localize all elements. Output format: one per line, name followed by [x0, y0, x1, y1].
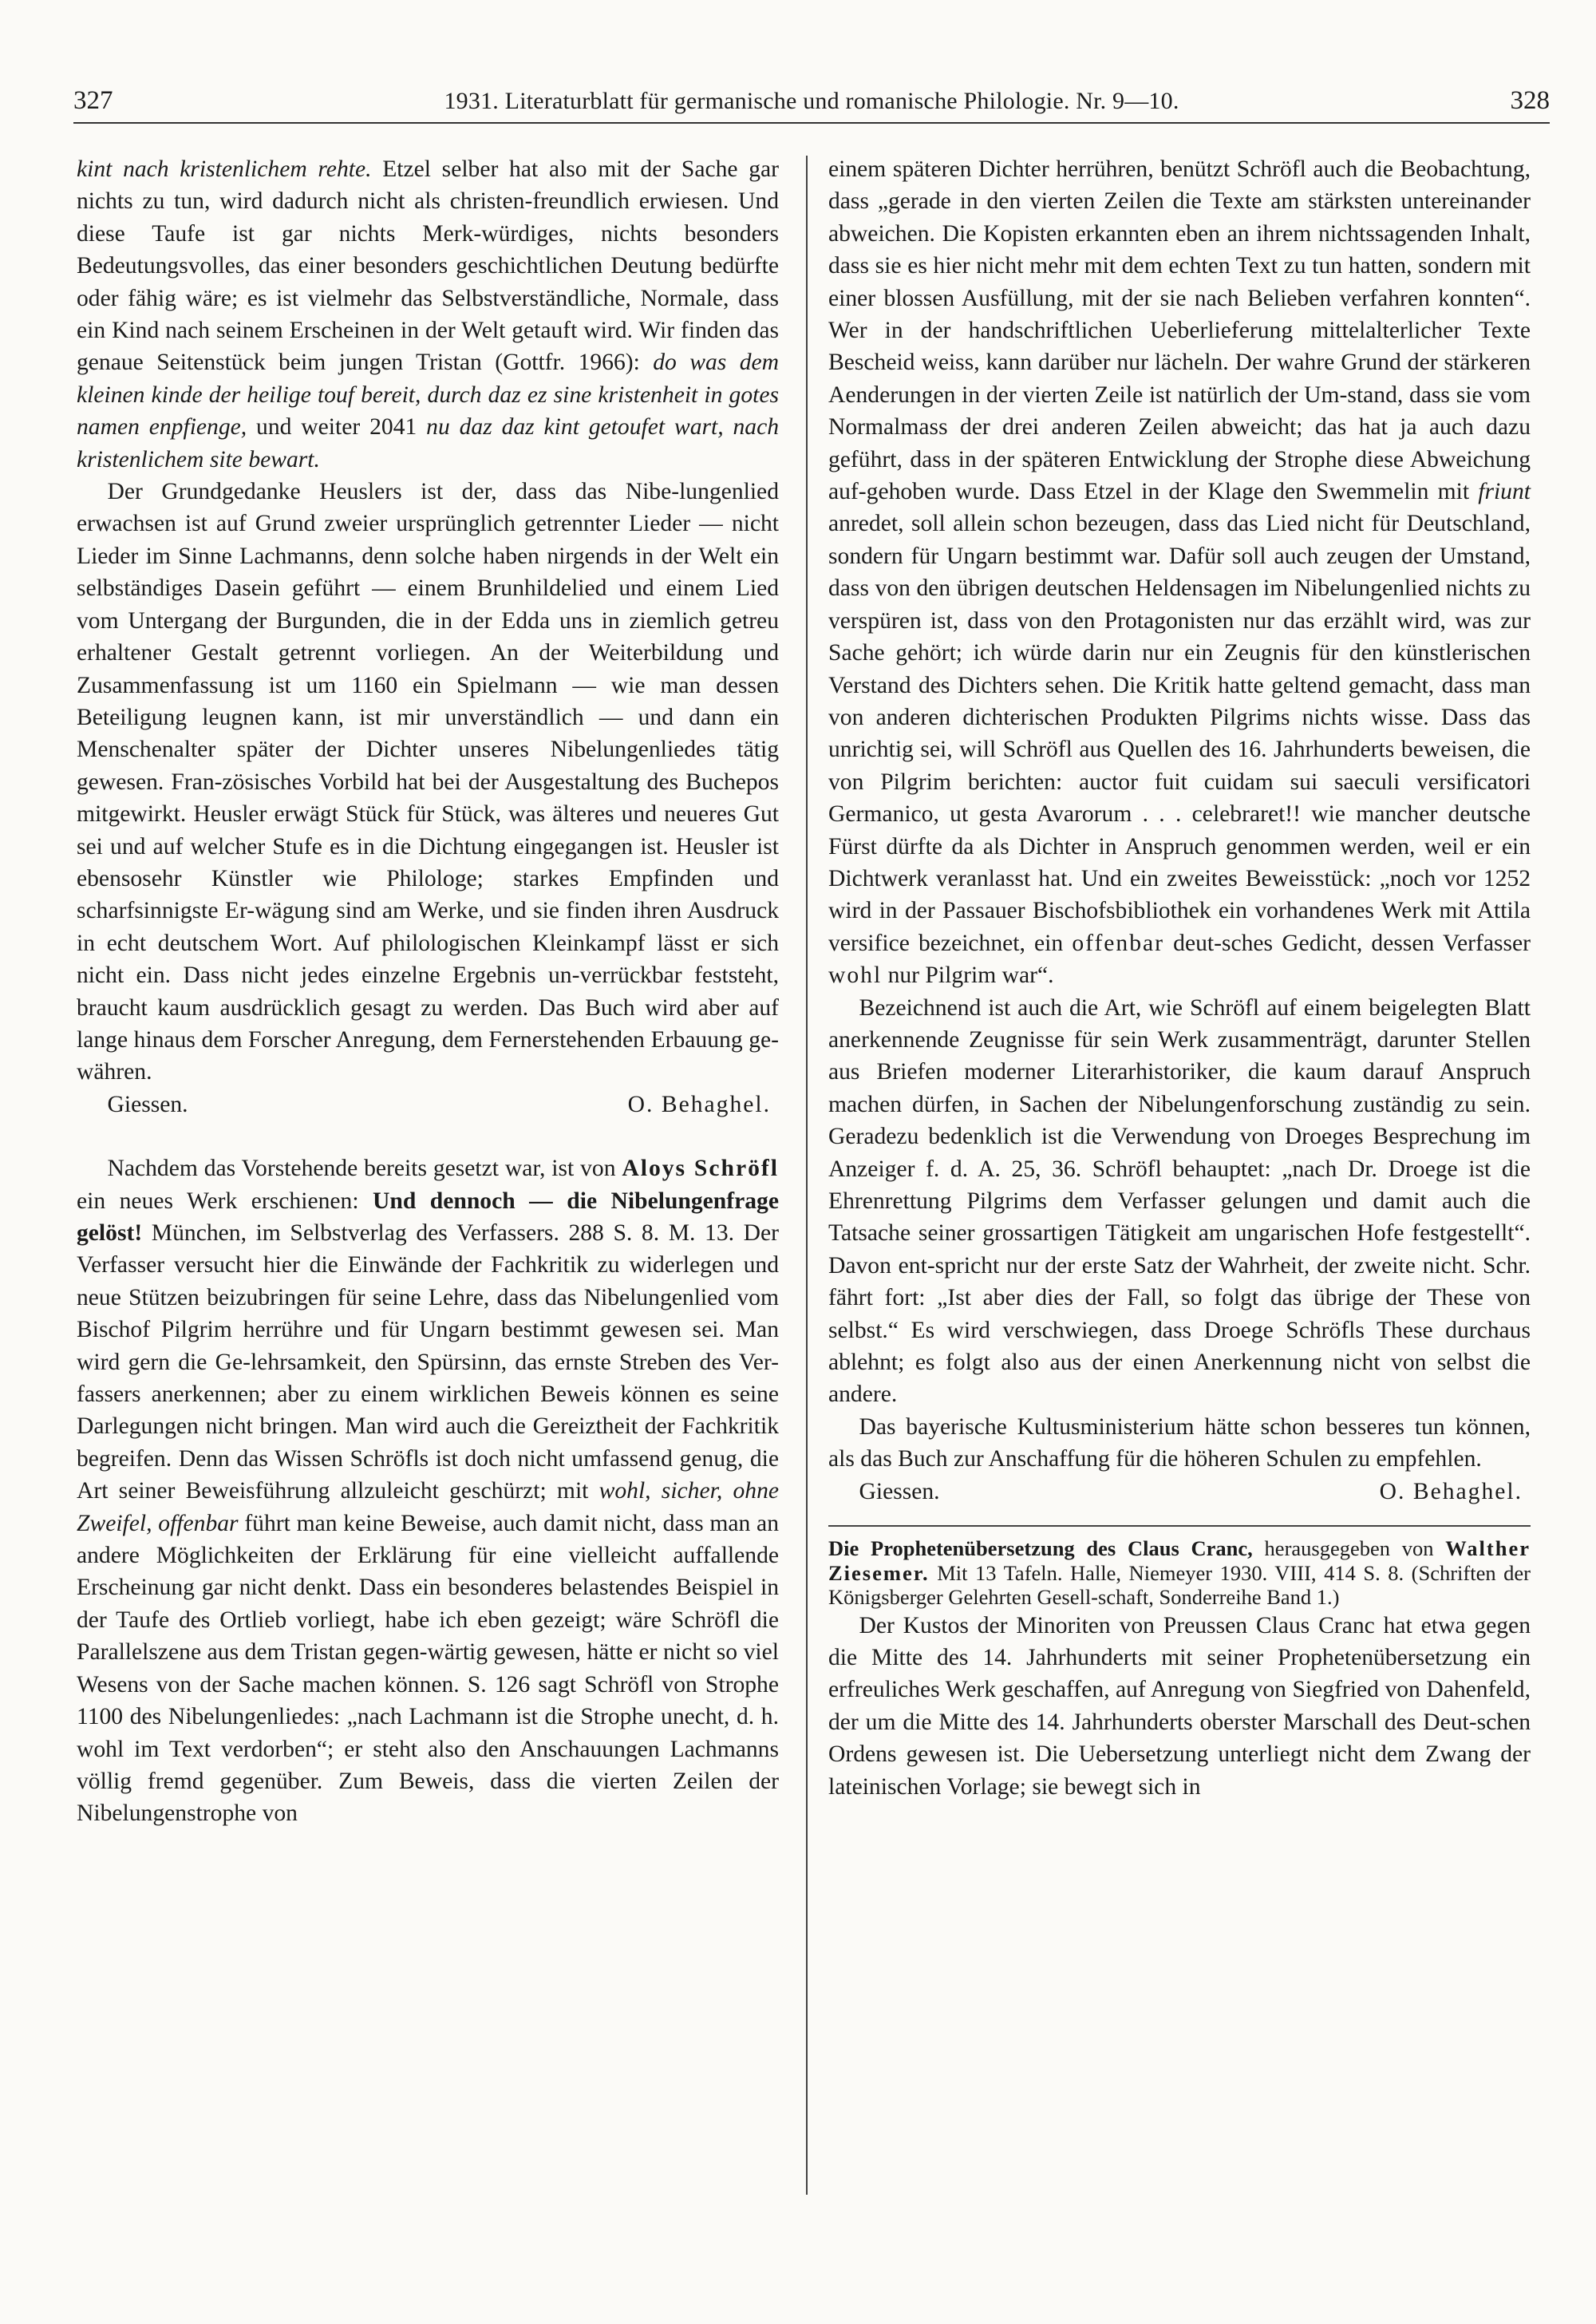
paragraph [77, 153, 779, 476]
quote-italic: friunt [1478, 479, 1531, 505]
text: Mit 13 Tafeln. Halle, Niemeyer 1930. VIII, 414 S. 8. (Schriften der Königsberger Gelehrten Gesell-schaft, Sonderreihe Band 1.) [828, 1560, 1531, 1610]
paragraph [828, 153, 1531, 992]
signature-place: Giessen. [859, 1478, 940, 1504]
quote-italic: do was dem kleinen kinde der heilige touf bereit, durch daz ez sine kristenheit in gotes namen enpfienge, [77, 350, 779, 441]
author-name: Aloys Schröfl [622, 1156, 779, 1182]
review-title: Die Prophetenübersetzung des Claus Cranc, [828, 1536, 1253, 1561]
text: herausgegeben von [1252, 1536, 1446, 1561]
header-rule [73, 122, 1550, 124]
book-title: Und dennoch — die Nibelungenfrage gelöst! [77, 1188, 779, 1246]
spaced-word: offenbar [1072, 930, 1165, 956]
page-number-right: 328 [1510, 86, 1550, 115]
running-header [73, 86, 1550, 126]
quote-italic: nu daz daz kint getoufet wart, nach kristenlichem site bewart. [77, 414, 780, 472]
quote-italic: wohl, sicher, ohne Zweifel, offenbar [77, 1478, 780, 1536]
paragraph: Bezeichnend ist auch die Art, wie Schröfl auf einem beigelegten Blatt anerkennende Zeugnisse für sein Werk zusammenträgt, darunter Stellen aus Briefen moderner Literarhistoriker, die kaum darauf Anspruch machen dürfen, in Sachen der Nibelungenforschung zuständig zu sein. Geradezu bedenklich ist die Verwendung von Droeges Besprechung im Anzeiger f. d. A. 25, 36. Schröfl behauptet: „nach Dr. Droege ist die Ehrenrettung Pilgrims dem Verfasser gelungen und damit auch die Tatsache seiner grossartigen Tätigkeit am ungarischen Hofe festgestellt“. Davon ent-spricht nur der erste Satz der Wahrheit, der zweite nicht. Schr. fährt fort: „Ist aber dies der Fall, so folgt das übrige der These von selbst.“ Es wird verschwiegen, dass Droege Schröfls These durchaus ablehnt; es folgt also aus der einen Anerkennung nicht von selbst die andere. [828, 994, 1531, 1408]
text: anredet, soll allein schon bezeugen, dass das Lied nicht für Deutschland, sondern für Ungarn bestimmt war. Dafür soll auch zeugen der Umstand, dass von den übrigen deutschen Heldensagen im Nibelungenlied nichts zu verspüren ist, dass von den Protagonisten nur das erzählt wird, was zur Sache gehört; ich würde darin nur ein Zeugnis für den künstlerischen Verstand des Dichters sehen. Die Kritik hatte geltend gemacht, dass man von anderen dichterischen Produkten Pilgrims nichts wisse. Dass das unrichtig sei, will Schröfl aus Quellen des 16. Jahrhunderts beweisen, die von Pilgrim berichten: auctor fuit cuidam sui saeculi versificatori Germanico, ut gesta Avarorum . . . celebraret!! wie mancher deutsche Fürst dürfte da als Dichter in Anspruch genommen werden, weil er ein Dichtwerk veranlasst hat. Und ein zweites Beweisstück: „noch vor 1252 wird in der Passauer Bischofsbibliothek ein vorhandenes Werk mit Attila versifice bezeichnet, ein [828, 511, 1531, 956]
signature-name: O. Behaghel. [1379, 1478, 1523, 1504]
text: Etzel selber hat also mit der Sache gar nichts zu tun, wird dadurch nicht als christen-freundlich erwiesen. Und diese Taufe ist gar nichts Merk-würdiges, nichts besonders Bedeutungsvolles, das einer besonders geschichtlichen Deutung bedürfte oder fähig wäre; es ist vielmehr das Selbstverständliche, Normale, dass ein Kind nach seinem Erscheinen in der Welt getauft wird. Wir finden das genaue Seitenstück beim jungen Tristan (Gottfr. 1966): [77, 156, 779, 376]
signature-place: Giessen. [107, 1091, 188, 1117]
text: einem späteren Dichter herrühren, benützt Schröfl auch die Beobachtung, dass „gerade in den vierten Zeilen die Texte am stärksten untereinander abweichen. Die Kopisten erkannten eben an ihrem nichtssagenden Inhalt, dass sie es hier nicht mehr mit dem echten Text zu tun hatten, sondern mit einer blossen Ausfüllung, mit der sie nach Belieben verfahren konnten“. Wer in der handschriftlichen Ueberlieferung mittelalterlicher Texte Bescheid weiss, kann darüber nur lächeln. Der wahre Grund der stärkeren Aenderungen in der vierten Zeile ist natürlich der Um-stand, dass sie vom Normalmass der drei anderen Zeilen abweicht; das hat ja auch dazu geführt, dass in der späteren Entwicklung der Strophe diese Abweichung auf-gehoben wurde. Dass Etzel in der Klage den Swemmelin mit [828, 156, 1531, 505]
section-rule [828, 1525, 1531, 1527]
paragraph: Der Grundgedanke Heuslers ist der, dass das Nibe-lungenlied erwachsen ist auf Grund zweier ursprünglich getrennter Lieder — nicht Lieder im Sinne Lachmanns, denn solche haben nirgends in der Welt ein selbständiges Dasein geführt — einem Brunhildelied und einem Lied vom Untergang der Burgunden, die in der Edda uns in ziemlich getreu erhaltener Gestalt getrennt vorliegen. An der Weiterbildung und Zusammenfassung ist um 1160 ein Spielmann — wie man dessen Beteiligung leugnen kann, ist mir unverständlich — und dann ein Menschenalter später der Dichter unseres Nibelungenliedes tätig gewesen. Fran-zösisches Vorbild hat bei der Ausgestaltung des Buchepos mitgewirkt. Heusler erwägt Stück für Stück, was älteres und neueres Gut sei und auf welcher Stufe es in die Dichtung eingegangen ist. Heusler ist ebensosehr Künstler wie Philologe; starkes Empfinden und scharfsinnigste Er-wägung sind am Werke, und sie finden ihren Ausdruck in echt deutschem Wort. Auf philologischen Kleinkampf lässt er sich nicht ein. Dass nicht jedes einzelne Ergebnis un-verrückbar feststeht, braucht kaum ausdrücklich gesagt zu werden. Das Buch wird aber auf lange hinaus dem Forscher Anregung, dem Fernerstehenden Erbauung ge-währen. [77, 479, 779, 1085]
quote-italic: kint nach kristenlichem rehte. [77, 156, 372, 182]
paragraph: Der Kustos der Minoriten von Preussen Claus Cranc hat etwa gegen die Mitte des 14. Jahrhunderts mit seiner Prophetenübersetzung ein erfreuliches Werk geschaffen, auf Anregung von Siegfried von Dahenfeld, der um die Mitte des 14. Jahrhunderts oberster Marschall des Deut-schen Ordens gewesen ist. Die Uebersetzung unterliegt nicht dem Zwang der lateinischen Vorlage; sie bewegt sich in [828, 1612, 1531, 1800]
page-number-left: 327 [73, 86, 113, 115]
review-editor: Walther Ziesemer. [828, 1536, 1531, 1585]
paragraph: Das bayerische Kultusministerium hätte schon besseres tun können, als das Buch zur Anschaffung für die höheren Schulen zu empfehlen. [828, 1413, 1531, 1472]
signature-line [107, 1089, 771, 1120]
text: München, im Selbstverlag des Verfassers. 288 S. 8. M. 13. Der Verfasser versucht hier die Einwände der Fachkritik zu widerlegen und neue Stützen beizubringen für seine Lehre, dass das Nibelungenlied vom Bischof Pilgrim herrühre und für Ungarn bestimmt gewesen sei. Man wird gern die Ge-lehrsamkeit, den Spürsinn, das ernste Streben des Ver-fassers anerkennen; aber zu einem wirklichen Beweis können es seine Darlegungen nicht bringen. Man wird auch die Gereiztheit der Fachkritik begreifen. Denn das Wissen Schröfls ist doch nicht umfassend genug, die Art seiner Beweisführung allzuleicht geschürzt; mit [77, 1220, 779, 1504]
text: führt man keine Beweise, auch damit nicht, dass man an andere Möglichkeiten der Erklärung für eine vielleicht auffallende Erscheinung gar nicht denkt. Dass ein besonderes belastendes Beispiel in der Taufe des Ortlieb vorliegt, habe ich eben gezeigt; wäre Schröfl die Parallelszene aus dem Tristan gegen-wärtig gewesen, hätte er nicht so viel Wesens von der Sache machen können. S. 126 sagt Schröfl von Strophe 1100 des Nibelungenliedes: „nach Lachmann ist die Strophe unecht, d. h. wohl im Text verdorben“; er steht also den Anschauungen Lachmanns völlig fremd gegenüber. Zum Beweis, dass die vierten Zeilen der Nibelungenstrophe von [77, 1510, 779, 1827]
text: ein neues Werk erschienen: [77, 1188, 373, 1214]
signature-name: O. Behaghel. [627, 1091, 771, 1117]
spaced-word: wohl [828, 962, 883, 989]
text: deut-sches Gedicht, dessen Verfasser [1164, 930, 1531, 956]
paragraph [77, 1152, 779, 1830]
signature-line [859, 1476, 1523, 1508]
text: nur Pilgrim war“. [882, 962, 1054, 989]
journal-title: 1931. Literaturblatt für germanische und romanische Philologie. Nr. 9—10. [444, 88, 1179, 114]
review-heading [828, 1536, 1531, 1610]
right-column [828, 153, 1531, 1803]
left-column [77, 153, 779, 1830]
text: Nachdem das Vorstehende bereits gesetzt war, ist von [107, 1156, 622, 1182]
text: und weiter 2041 [247, 414, 427, 441]
column-divider [806, 156, 808, 2195]
